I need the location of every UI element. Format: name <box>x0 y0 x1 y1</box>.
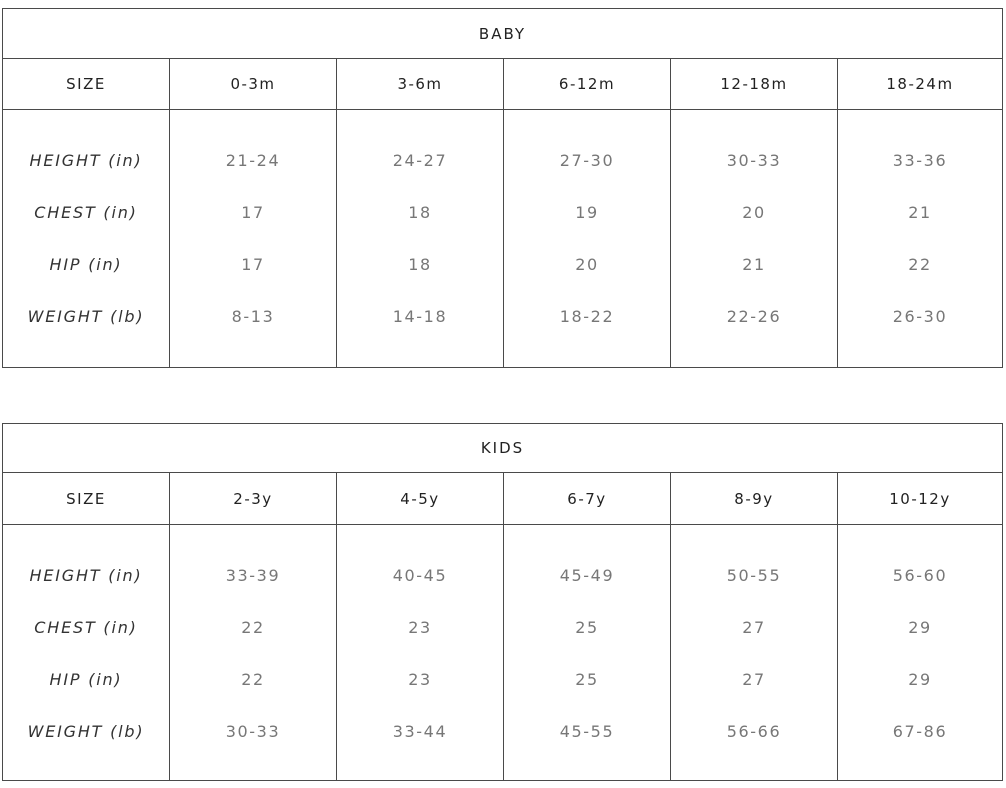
baby-row-label-hip: HIP (in) <box>49 255 123 274</box>
baby-column-4 <box>837 110 1002 367</box>
baby-size-header-0: 0-3m <box>169 59 336 110</box>
table-cell: 45-49 <box>559 566 615 585</box>
table-cell: 50-55 <box>726 566 782 585</box>
table-cell: 27 <box>742 618 766 637</box>
table-cell: 24-27 <box>392 151 448 170</box>
baby-size-header-3: 12-18m <box>670 59 837 110</box>
kids-row-label-hip: HIP (in) <box>49 670 123 689</box>
table-cell: 67-86 <box>892 722 948 741</box>
baby-size-header-label: SIZE <box>3 59 169 110</box>
table-cell: 33-44 <box>392 722 448 741</box>
table-cell: 18 <box>408 203 432 222</box>
baby-size-header-2: 6-12m <box>503 59 670 110</box>
table-cell: 23 <box>408 670 432 689</box>
kids-size-header-4: 10-12y <box>837 473 1002 525</box>
kids-size-table <box>2 423 1003 781</box>
table-cell: 25 <box>575 670 599 689</box>
kids-table-title: KIDS <box>3 424 1002 473</box>
table-cell: 33-39 <box>225 566 281 585</box>
baby-column-0 <box>169 110 336 367</box>
baby-column-2 <box>503 110 670 367</box>
table-cell: 8-13 <box>231 307 275 326</box>
baby-row-label-height: HEIGHT (in) <box>29 151 143 170</box>
table-cell: 22 <box>241 618 265 637</box>
baby-size-header-4: 18-24m <box>837 59 1002 110</box>
table-cell: 23 <box>408 618 432 637</box>
table-cell: 22 <box>908 255 932 274</box>
table-cell: 19 <box>575 203 599 222</box>
table-cell: 56-60 <box>892 566 948 585</box>
kids-measure-labels <box>3 525 169 780</box>
kids-size-header-label: SIZE <box>3 473 169 525</box>
table-cell: 30-33 <box>225 722 281 741</box>
baby-row-label-weight: WEIGHT (lb) <box>27 307 145 326</box>
kids-size-header-3: 8-9y <box>670 473 837 525</box>
table-cell: 17 <box>241 203 265 222</box>
table-cell: 27 <box>742 670 766 689</box>
baby-column-3 <box>670 110 837 367</box>
kids-column-3 <box>670 525 837 780</box>
table-cell: 18 <box>408 255 432 274</box>
baby-row-label-chest: CHEST (in) <box>34 203 138 222</box>
table-cell: 29 <box>908 618 932 637</box>
baby-size-header-1: 3-6m <box>336 59 503 110</box>
table-cell: 29 <box>908 670 932 689</box>
table-cell: 20 <box>742 203 766 222</box>
kids-column-4 <box>837 525 1002 780</box>
kids-size-header-2: 6-7y <box>503 473 670 525</box>
table-cell: 27-30 <box>559 151 615 170</box>
table-cell: 21 <box>742 255 766 274</box>
kids-column-1 <box>336 525 503 780</box>
table-cell: 45-55 <box>559 722 615 741</box>
table-cell: 40-45 <box>392 566 448 585</box>
kids-row-label-weight: WEIGHT (lb) <box>27 722 145 741</box>
table-cell: 21 <box>908 203 932 222</box>
table-cell: 33-36 <box>892 151 948 170</box>
baby-size-table <box>2 8 1003 368</box>
table-cell: 30-33 <box>726 151 782 170</box>
kids-size-header-0: 2-3y <box>169 473 336 525</box>
baby-measure-labels <box>3 110 169 367</box>
table-cell: 21-24 <box>225 151 281 170</box>
table-cell: 26-30 <box>892 307 948 326</box>
kids-column-2 <box>503 525 670 780</box>
kids-size-header-1: 4-5y <box>336 473 503 525</box>
baby-column-1 <box>336 110 503 367</box>
kids-row-label-chest: CHEST (in) <box>34 618 138 637</box>
table-cell: 22-26 <box>726 307 782 326</box>
table-cell: 20 <box>575 255 599 274</box>
table-cell: 22 <box>241 670 265 689</box>
baby-table-title: BABY <box>3 9 1002 59</box>
table-cell: 14-18 <box>392 307 448 326</box>
table-cell: 17 <box>241 255 265 274</box>
table-cell: 56-66 <box>726 722 782 741</box>
table-cell: 25 <box>575 618 599 637</box>
table-cell: 18-22 <box>559 307 615 326</box>
kids-row-label-height: HEIGHT (in) <box>29 566 143 585</box>
kids-column-0 <box>169 525 336 780</box>
